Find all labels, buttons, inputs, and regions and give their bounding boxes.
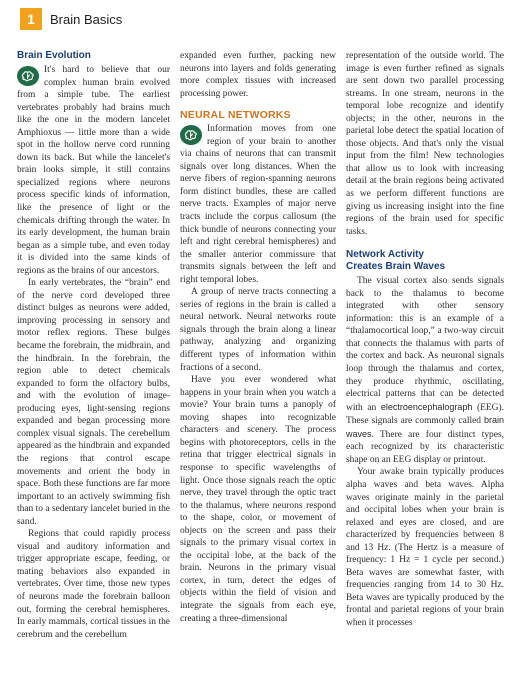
paragraph: It's hard to believe that our complex human brain evolved from a simple tube. The earliest vertebrates probably had brains much like the one in the modern lancelet Amphioxus — little more than a wide spot in the hollow nerve cord running down its back. But while the lancelet's brain looks simple, it still contains specialized regions where neurons process specific kinds of information, like the presence of light or the chemicals drifting through the water. In its early development, the human brain began as a simple tube, and even today it is divided into the same kinds of regions as the brains of our ancestors. [17,65,170,276]
chapter-header [20,8,122,30]
column-right [346,50,504,630]
heading-line-1: Network Activity [346,249,424,261]
column-left [17,50,170,641]
brain-icon [17,66,39,86]
term-eeg: electroencephalograph [380,401,473,412]
section-heading-neural-networks: NEURAL NETWORKS [180,109,291,122]
column-middle [180,50,336,625]
paragraph: representation of the outside world. The image is even further refined as signals are sent down two parallel processing streams. In one stream, neurons in the temporal lobe recognize and identify objects; in the other, neurons in the parietal lobe detect the spatial location of those objects. And that's only the visual input from the film! New technologies that allow us to look with increasing detail at the brain regions being activated as we perform different functions are giving us increasing insight into the fine regions of the brain used for specific tasks. [346,51,504,237]
paragraph: Information moves from one region of your brain to another via chains of neurons that can transmit signals over long distances. When the nerve fibers of region-spanning neurons form distinct bundles, these are called nerve tracts. Examples of major nerve tracts include the corpus callosum (the thick bundle of neurons connecting your left and right cerebral hemispheres) and the smaller anterior commissure that transmits signals between the left and right temporal lobes. [180,124,336,285]
paragraph: expanded even further, packing new neurons into layers and folds generating more complex tissues with increased processing power. [180,51,336,99]
term-brain-waves: brain waves [346,415,505,439]
paragraph: In early vertebrates, the “brain” end of the nerve cord developed three distinct bulges as neurons were added, improving processing in sensory and motor reflex regions. These bulges became the forebrain, the midbrain, and the hindbrain. In the forebrain, the region able to detect chemicals expanded to form the olfactory bulbs, and with the evolution of image-producing eyes, light-sensing regions expanded and began processing more complex visual signals. The cerebellum appeared as the hindbrain and expanded the regions that control escape movements and orient the body in space. Both these functions are far more important to an actively swimming fish than to a sedentary lancelet buried in the sand. [17,278,170,527]
paragraph [346,275,504,466]
paragraph: A group of nerve tracts connecting a series of regions in the brain is called a neural network. Neural networks route signals through the brain along a linear pathway, analyzing and organizing different types of information within fractions of a second. [180,287,336,373]
heading-line-2: Creates Brain Waves [346,261,446,273]
paragraph: Have you ever wondered what happens in your brain when you watch a movie? Your brain turns a panoply of moving shapes into recognizable characters and scenery. The process begins with photoreceptors, cells in the retina that trigger electrical signals in response to specific wavelengths of light. Once those signals reach the optic nerve, they travel through the optic tract to the thalamus, where neurons respond to the shape, color, or movement of objects on the screen and pass their signals to the primary visual cortex in the occipital lobe, at the back of the brain. Neurons in the primary visual cortex, in turn, detect the edges of objects within the field of vision and integrate the signals from each eye, creating a three-dimensional [180,375,336,624]
paragraph: Regions that could rapidly process visual and auditory information and trigger appropriate escape, feeding, or mating behaviors also expanded in vertebrates. Over time, those new types of neurons made the forebrain balloon out, forming the cerebral hemispheres. In early mammals, cortical tissues in the cerebrum and the cerebellum [17,529,170,640]
paragraph-text: The visual cortex also sends signals back to the thalamus to become integrated with other sensory information: this is an example of a “thalamocortical loop,” a two-way circuit that connects the thalamus with parts of the cortex and back. As neuronal signals loop through the thalamus and cortex, they produce rhythmic, oscillating, electrical patterns that can be detected with an [346,276,504,413]
paragraph-text: . There are four distinct types, each recognized by its characteristic shape on an EEG display or printout. [346,429,504,465]
chapter-number-badge: 1 [20,8,42,30]
paragraph: Your awake brain typically produces alpha waves and beta waves. Alpha waves originate mainly in the parietal and occipital lobes when your brain is relaxed and eyes are closed, and are characterized by frequencies between 8 and 13 Hz. (The Hertz is a measure of frequency: 1 Hz = 1 cycle per second.) Beta waves are somewhat faster, with frequencies ranging from 14 to 30 Hz. Beta waves are typically produced by the frontal and parietal regions of your brain when it processes [346,467,504,628]
chapter-title: Brain Basics [50,11,123,27]
section-heading-network-activity [346,249,504,273]
paragraph-text: (EEG). These signals are commonly called [346,402,504,427]
section-heading-brain-evolution: Brain Evolution [17,50,91,61]
